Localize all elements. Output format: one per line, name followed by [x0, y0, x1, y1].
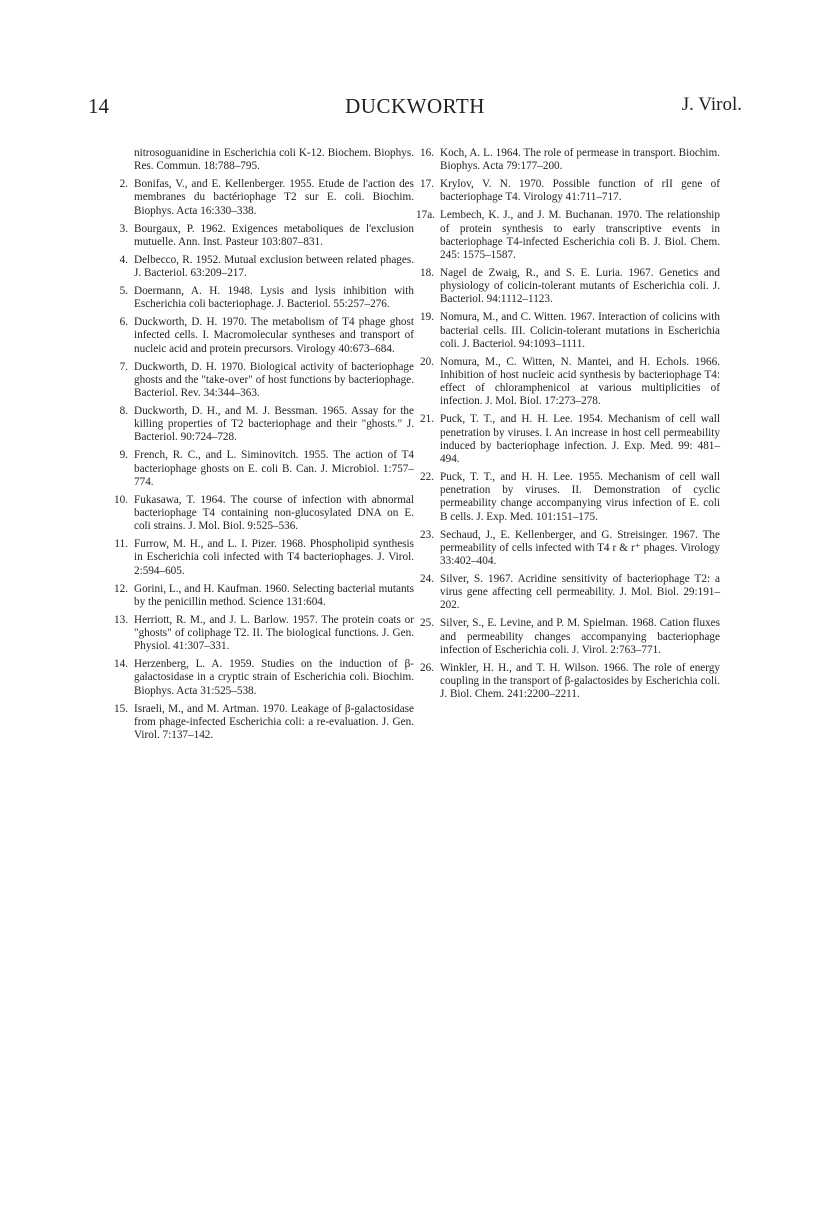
reference-text: Puck, T. T., and H. H. Lee. 1954. Mechanism of cell wall penetration by viruses. I. An increase in host cell permeability induced by bacteriophage infection. J. Exp. Med. 99: 481–494.: [440, 413, 720, 466]
reference-item: [416, 617, 720, 657]
reference-item: [110, 614, 414, 654]
reference-text: Fukasawa, T. 1964. The course of infection with abnormal bacteriophage T4 containing non-glucosylated DNA on E. coli strains. J. Mol. Biol. 9:525–536.: [134, 493, 414, 533]
reference-item: [110, 223, 414, 249]
reference-number: 20.: [420, 355, 434, 368]
reference-text: Duckworth, D. H., and M. J. Bessman. 1965. Assay for the killing properties of T2 bacteriophage and their "ghosts." J. Bacteriol. 90:724–728.: [134, 405, 414, 444]
reference-text: nitrosoguanidine in Escherichia coli K-12. Biochem. Biophys. Res. Commun. 18:788–795.: [134, 147, 414, 173]
reference-text: Israeli, M., and M. Artman. 1970. Leakage of β-galactosidase from phage-infected Escherichia coli: a re-evaluation. J. Gen. Virol. 7:137–142.: [134, 702, 414, 742]
reference-item: [110, 449, 414, 489]
reference-item: [110, 254, 414, 280]
reference-number: 8.: [119, 405, 128, 418]
reference-text: Krylov, V. N. 1970. Possible function of rII gene of bacteriophage T4. Virology 41:711–717.: [440, 178, 720, 204]
reference-text: Nagel de Zwaig, R., and S. E. Luria. 1967. Genetics and physiology of colicin-tolerant mutants of Escherichia coli. J. Bacteriol. 94:1112–1123.: [440, 267, 720, 306]
reference-item: [110, 703, 414, 743]
reference-number: 17.: [420, 178, 434, 191]
reference-number: 18.: [420, 267, 434, 280]
reference-number: 5.: [119, 285, 128, 298]
reference-item: [416, 471, 720, 524]
reference-number: 6.: [119, 316, 128, 329]
reference-item: [416, 529, 720, 569]
reference-number: 19.: [420, 311, 434, 324]
reference-text: Furrow, M. H., and L. I. Pizer. 1968. Phospholipid synthesis in Escherichia coli infected with T4 bacteriophages. J. Virol. 2:594–605.: [134, 538, 414, 577]
reference-text: Doermann, A. H. 1948. Lysis and lysis inhibition with Escherichia coli bacteriophage. J. Bacteriol. 55:257–276.: [134, 285, 414, 311]
reference-text: Silver, S., E. Levine, and P. M. Spielman. 1968. Cation fluxes and permeability changes accompanying bacteriophage infection of Escherichia coli. J. Virol. 2:763–771.: [440, 617, 720, 656]
reference-text: Silver, S. 1967. Acridine sensitivity of bacteriophage T2: a virus gene affecting cell permeability. J. Mol. Biol. 29:191–202.: [440, 573, 720, 612]
reference-text: Duckworth, D. H. 1970. Biological activity of bacteriophage ghosts and the "take-over" of host functions by bacteriophage. Bacteriol. Rev. 34:344–363.: [134, 360, 414, 400]
reference-number: 25.: [420, 617, 434, 630]
reference-number: 26.: [420, 661, 434, 674]
reference-number: 14.: [114, 658, 128, 671]
reference-text: Winkler, H. H., and T. H. Wilson. 1966. The role of energy coupling in the transport of β-galactosides by Escherichia coli. J. Biol. Chem. 241:2200–2211.: [440, 661, 721, 701]
reference-item: [110, 405, 414, 445]
reference-number: 13.: [114, 613, 128, 626]
reference-text: Herzenberg, L. A. 1959. Studies on the induction of β-galactosidase in a cryptic strain of Escherichia coli. Biochim. Biophys. Acta 31:525–538.: [134, 658, 414, 697]
reference-item: [110, 316, 414, 356]
reference-text: Koch, A. L. 1964. The role of permease in transport. Biochim. Biophys. Acta 79:177–200.: [440, 147, 720, 173]
reference-item: [110, 147, 414, 173]
page-number: 14: [88, 94, 109, 118]
reference-text: Lembech, K. J., and J. M. Buchanan. 1970. The relationship of protein synthesis to early transcriptive events in bacteriophage T4-infected Escherichia coli B. J. Biol. Chem. 245: 1575–1587.: [440, 209, 720, 262]
reference-number: 3.: [119, 222, 128, 235]
reference-item: [416, 209, 720, 262]
reference-item: [416, 413, 720, 466]
reference-number: 12.: [114, 582, 128, 595]
reference-item: [110, 494, 414, 534]
reference-item: [416, 267, 720, 307]
reference-number: 23.: [420, 528, 434, 541]
reference-number: 11.: [114, 538, 128, 551]
reference-text: French, R. C., and L. Siminovitch. 1955. The action of T4 bacteriophage ghosts on E. coli B. Can. J. Microbiol. 1:757–774.: [134, 449, 414, 488]
journal-name: J. Virol.: [681, 94, 742, 115]
reference-item: [110, 538, 414, 578]
reference-number: 16.: [420, 147, 434, 159]
reference-item: [110, 583, 414, 609]
reference-text: Herriott, R. M., and J. L. Barlow. 1957. The protein coats or "ghosts" of coliphage T2. II. The biological functions. J. Gen. Physiol. 41:307–331.: [134, 613, 414, 653]
page-header: [88, 94, 742, 124]
reference-text: Nomura, M., C. Witten, N. Mantei, and H. Echols. 1966. Inhibition of host nucleic acid synthesis by bacteriophage T4: effect of chloramphenicol at various multiplicities of infection. J. Mol. Biol. 17:273–278.: [440, 355, 720, 408]
reference-item: [110, 285, 414, 311]
reference-number: 7.: [119, 360, 128, 373]
reference-text: Puck, T. T., and H. H. Lee. 1955. Mechanism of cell wall penetration by viruses. II. Demonstration of cyclic permeability change accompanying virus infection of E. coli B cells. J. Exp. Med. 101:151–175.: [440, 471, 720, 523]
reference-item: [110, 178, 414, 218]
reference-item: [416, 147, 720, 173]
reference-text: Delbecco, R. 1952. Mutual exclusion between related phages. J. Bacteriol. 63:209–217.: [134, 253, 414, 280]
reference-number: 2.: [119, 178, 128, 191]
reference-text: Nomura, M., and C. Witten. 1967. Interaction of colicins with bacterial cells. III. Colicin-tolerant mutations in Escherichia coli. J. Bacteriol. 94:1093–1111.: [440, 311, 720, 350]
reference-number: 4.: [119, 253, 128, 266]
reference-text: Gorini, L., and H. Kaufman. 1960. Selecting bacterial mutants by the penicillin method. Science 131:604.: [134, 582, 414, 608]
reference-item: [110, 361, 414, 401]
reference-item: [416, 178, 720, 204]
reference-item: [110, 658, 414, 698]
reference-item: [416, 573, 720, 613]
reference-number: 17a.: [416, 209, 435, 222]
reference-number: 15.: [114, 702, 128, 715]
reference-number: 24.: [420, 573, 434, 586]
reference-number: 10.: [114, 493, 128, 506]
reference-text: Bonifas, V., and E. Kellenberger. 1955. Etude de l'action des membranes du bactériophage T2 sur E. coli. Biochim. Biophys. Acta 16:330–338.: [134, 178, 414, 217]
reference-number: 22.: [420, 471, 434, 484]
running-head-author: DUCKWORTH: [345, 94, 485, 118]
reference-text: Bourgaux, P. 1962. Exigences metaboliques de l'exclusion mutuelle. Ann. Inst. Pasteur 103:807–831.: [134, 222, 414, 248]
reference-number: 21.: [420, 413, 434, 426]
reference-item: [416, 662, 720, 702]
reference-text: Sechaud, J., E. Kellenberger, and G. Streisinger. 1967. The permeability of cells infected with T4 r & r⁺ phages. Virology 33:402–404.: [440, 528, 720, 568]
reference-item: [416, 311, 720, 351]
reference-number: 9.: [119, 449, 128, 462]
references-column-right: [416, 147, 720, 706]
reference-text: Duckworth, D. H. 1970. The metabolism of T4 phage ghost infected cells. I. Macromolecular syntheses and transport of nucleic acid and protein precursors. Virology 40:673–684.: [134, 316, 414, 355]
reference-item: [416, 356, 720, 409]
references-column-left: [110, 147, 414, 747]
